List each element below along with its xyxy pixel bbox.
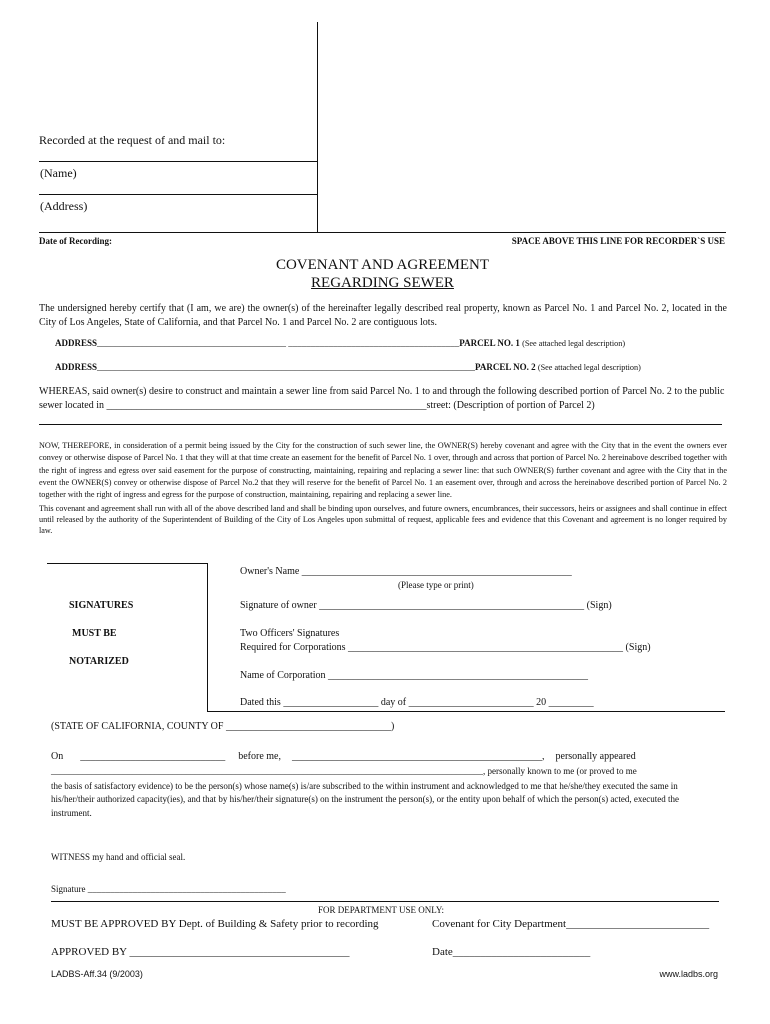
form-id: LADBS-Aff.34 (9/2003) bbox=[51, 969, 143, 979]
address-label: (Address) bbox=[40, 199, 88, 213]
approved-by-label: APPROVED BY bbox=[51, 946, 127, 958]
signature-owner-label: Signature of owner bbox=[240, 600, 317, 611]
recorder-space-note: SPACE ABOVE THIS LINE FOR RECORDER`S USE bbox=[511, 236, 725, 246]
corp-signature-row bbox=[240, 642, 651, 653]
date-of-recording-label: Date of Recording: bbox=[39, 236, 112, 246]
required-for-corp-label: Required for Corporations bbox=[240, 642, 346, 653]
notary-on-label: On bbox=[51, 751, 64, 762]
whereas-street-field[interactable]: ________________________________________________________________ bbox=[106, 400, 427, 411]
notary-name-field[interactable]: __________________________________________________, bbox=[292, 751, 545, 762]
personally-appeared-label: personally appeared bbox=[555, 751, 636, 762]
notary-signature-label: Signature bbox=[51, 884, 86, 894]
parcel-2-address-label: ADDRESS bbox=[55, 362, 98, 372]
dated-row bbox=[240, 697, 594, 708]
name-label: (Name) bbox=[40, 166, 77, 180]
parcel-2-row bbox=[55, 362, 727, 372]
department-use-label: FOR DEPARTMENT USE ONLY: bbox=[318, 905, 444, 915]
two-officers-label: Two Officers' Signatures bbox=[240, 628, 340, 639]
name-of-corp-label: Name of Corporation bbox=[240, 670, 326, 681]
website-link[interactable]: www.ladbs.org bbox=[659, 969, 718, 979]
corp-signature-field[interactable]: _______________________________________________________ bbox=[348, 642, 624, 653]
signature-owner-row bbox=[240, 600, 612, 611]
notary-line-2 bbox=[51, 766, 637, 776]
covenant-for-label: Covenant for City Department bbox=[432, 918, 567, 930]
signature-owner-field[interactable]: _____________________________________________________ bbox=[319, 600, 585, 611]
notary-signature-row bbox=[51, 884, 286, 894]
owners-name-row bbox=[240, 566, 572, 577]
notary-signature-field[interactable]: ____________________________________________ bbox=[87, 884, 286, 894]
covenant-for-row bbox=[432, 918, 709, 930]
notary-on-date-field[interactable]: _____________________________ bbox=[80, 751, 226, 762]
parcel-2-address-field[interactable]: ____________________________________________________________________________________ bbox=[97, 362, 476, 372]
witness-label: WITNESS my hand and official seal. bbox=[51, 852, 186, 862]
owners-name-field[interactable]: ______________________________________________________ bbox=[301, 566, 572, 577]
day-of-label: day of bbox=[380, 697, 407, 708]
type-or-print-hint: (Please type or print) bbox=[398, 580, 474, 590]
recorder-space-line bbox=[39, 232, 726, 233]
notary-on-row bbox=[51, 751, 719, 762]
day-field[interactable]: _________________________ bbox=[408, 697, 534, 708]
now-therefore-paragraph: NOW, THEREFORE, in consideration of a permit being issued by the City for the construction of such sewer line, the OWNER(S) hereby covenant and agree with the City that in the event the owners ever convey or otherwise dispose of Parcel No. 1 that they will at that time create an easement for the benefit of Parcel No. 1 over, through and across that portion of Parcel No. 2 hereinabove described together with the right of ingress and egress over said easement for the purpose of constructing, maintaining, repairing and replacing a sewer line: that such OWNER(S) further covenant and agree with the City that in the event the OWNER(S) convey or otherwise dispose of Parcel No.2 that they will reserve for the benefit of Parcel No. 1 an easement over, through and across the hereinabove described portion of Parcel No. 2 together with the right of ingress and egress for the purpose of construction, maintaining, repairing and replacing a sewer line. bbox=[39, 441, 727, 500]
department-divider bbox=[51, 901, 719, 902]
personally-known-label: , personally known to me (or proved to me bbox=[483, 766, 637, 776]
name-of-corp-field[interactable]: ____________________________________________________ bbox=[328, 670, 589, 681]
parcel-2-note: (See attached legal description) bbox=[537, 363, 641, 372]
signatures-label: SIGNATURES bbox=[69, 600, 134, 611]
dated-this-label: Dated this bbox=[240, 697, 281, 708]
twenty-label: 20 bbox=[536, 697, 547, 708]
recorder-divider-vertical bbox=[317, 22, 318, 232]
parcel-1-row bbox=[55, 338, 727, 348]
owners-name-label: Owner's Name bbox=[240, 566, 300, 577]
whereas-line-2 bbox=[39, 400, 595, 411]
parcel-1-address-field[interactable]: __________________________________________ ______________________________________ bbox=[97, 338, 460, 348]
whereas-sewer-located: sewer located in bbox=[39, 400, 104, 411]
parcel-2-label: PARCEL NO. 2 bbox=[475, 362, 536, 372]
notarized-label: NOTARIZED bbox=[69, 656, 129, 667]
state-county-label: (STATE OF CALIFORNIA, COUNTY OF bbox=[51, 721, 224, 732]
binding-paragraph: This covenant and agreement shall run with all of the above described land and shall be binding upon ourselves, and future owners, encumbrances, their successors, heirs or assignees and shall continue in effect until released by the authority of the Superintendent of Building of the City of Los Angeles upon submittal of request, applicable fees and evidence that this Covenant and agreement is no longer required by law. bbox=[39, 504, 727, 536]
dated-field[interactable]: ___________________ bbox=[283, 697, 379, 708]
whereas-description-line[interactable] bbox=[39, 424, 722, 425]
before-me-label: before me, bbox=[238, 751, 281, 762]
notary-body: the basis of satisfactory evidence) to be the person(s) whose name(s) is/are subscribed to the within instrument and acknowledged to me that he/she/they executed the same in his/her/their authorized capacity(ies), and that by his/her/their signature(s) on the instrument the person(s), or the entity upon behalf of which the person(s) acted, executed the instrument. bbox=[51, 781, 680, 818]
approved-by-row bbox=[51, 946, 349, 958]
covenant-for-field[interactable]: __________________________ bbox=[566, 918, 710, 930]
document-subtitle: REGARDING SEWER bbox=[311, 275, 454, 291]
appeared-name-field[interactable]: ________________________________________________________________________________________________ bbox=[51, 766, 483, 776]
approval-date-row bbox=[432, 946, 590, 958]
county-field[interactable]: _________________________________) bbox=[225, 721, 395, 732]
must-be-approved-label: MUST BE APPROVED BY Dept. of Building & Safety prior to recording bbox=[51, 918, 379, 930]
name-of-corp-row bbox=[240, 670, 588, 681]
signature-box-top-line bbox=[47, 563, 207, 564]
signature-box-divider bbox=[207, 563, 208, 711]
parcel-1-note: (See attached legal description) bbox=[522, 339, 626, 348]
whereas-street-label: street: (Description of portion of Parcel 2) bbox=[426, 400, 595, 411]
whereas-line-1: WHEREAS, said owner(s) desire to construct and maintain a sewer line from said Parcel No. 1 to and through the following described portion of Parcel No. 2 to the public bbox=[39, 386, 725, 397]
recorded-at-label: Recorded at the request of and mail to: bbox=[39, 133, 226, 147]
approval-date-field[interactable]: _________________________ bbox=[452, 946, 591, 958]
signature-box-bottom-line bbox=[207, 711, 725, 712]
approved-by-field[interactable]: ________________________________________ bbox=[129, 946, 350, 958]
parcel-1-label: PARCEL NO. 1 bbox=[459, 338, 520, 348]
must-be-label: MUST BE bbox=[72, 628, 117, 639]
name-line[interactable] bbox=[39, 161, 318, 162]
sign-2-label: (Sign) bbox=[625, 642, 651, 653]
state-county-row bbox=[51, 721, 394, 732]
address-line[interactable] bbox=[39, 194, 318, 195]
sign-1-label: (Sign) bbox=[586, 600, 612, 611]
document-title: COVENANT AND AGREEMENT bbox=[275, 257, 490, 273]
approval-date-label: Date bbox=[432, 946, 453, 958]
intro-paragraph: The undersigned hereby certify that (I am, we are) the owner(s) of the hereinafter legally described real property, known as Parcel No. 1 and Parcel No. 2, located in the City of Los Angeles, State of California, and that Parcel No. 1 and Parcel No. 2 are contiguous lots. bbox=[39, 303, 727, 328]
parcel-1-address-label: ADDRESS bbox=[55, 338, 98, 348]
year-field[interactable]: _________ bbox=[548, 697, 594, 708]
